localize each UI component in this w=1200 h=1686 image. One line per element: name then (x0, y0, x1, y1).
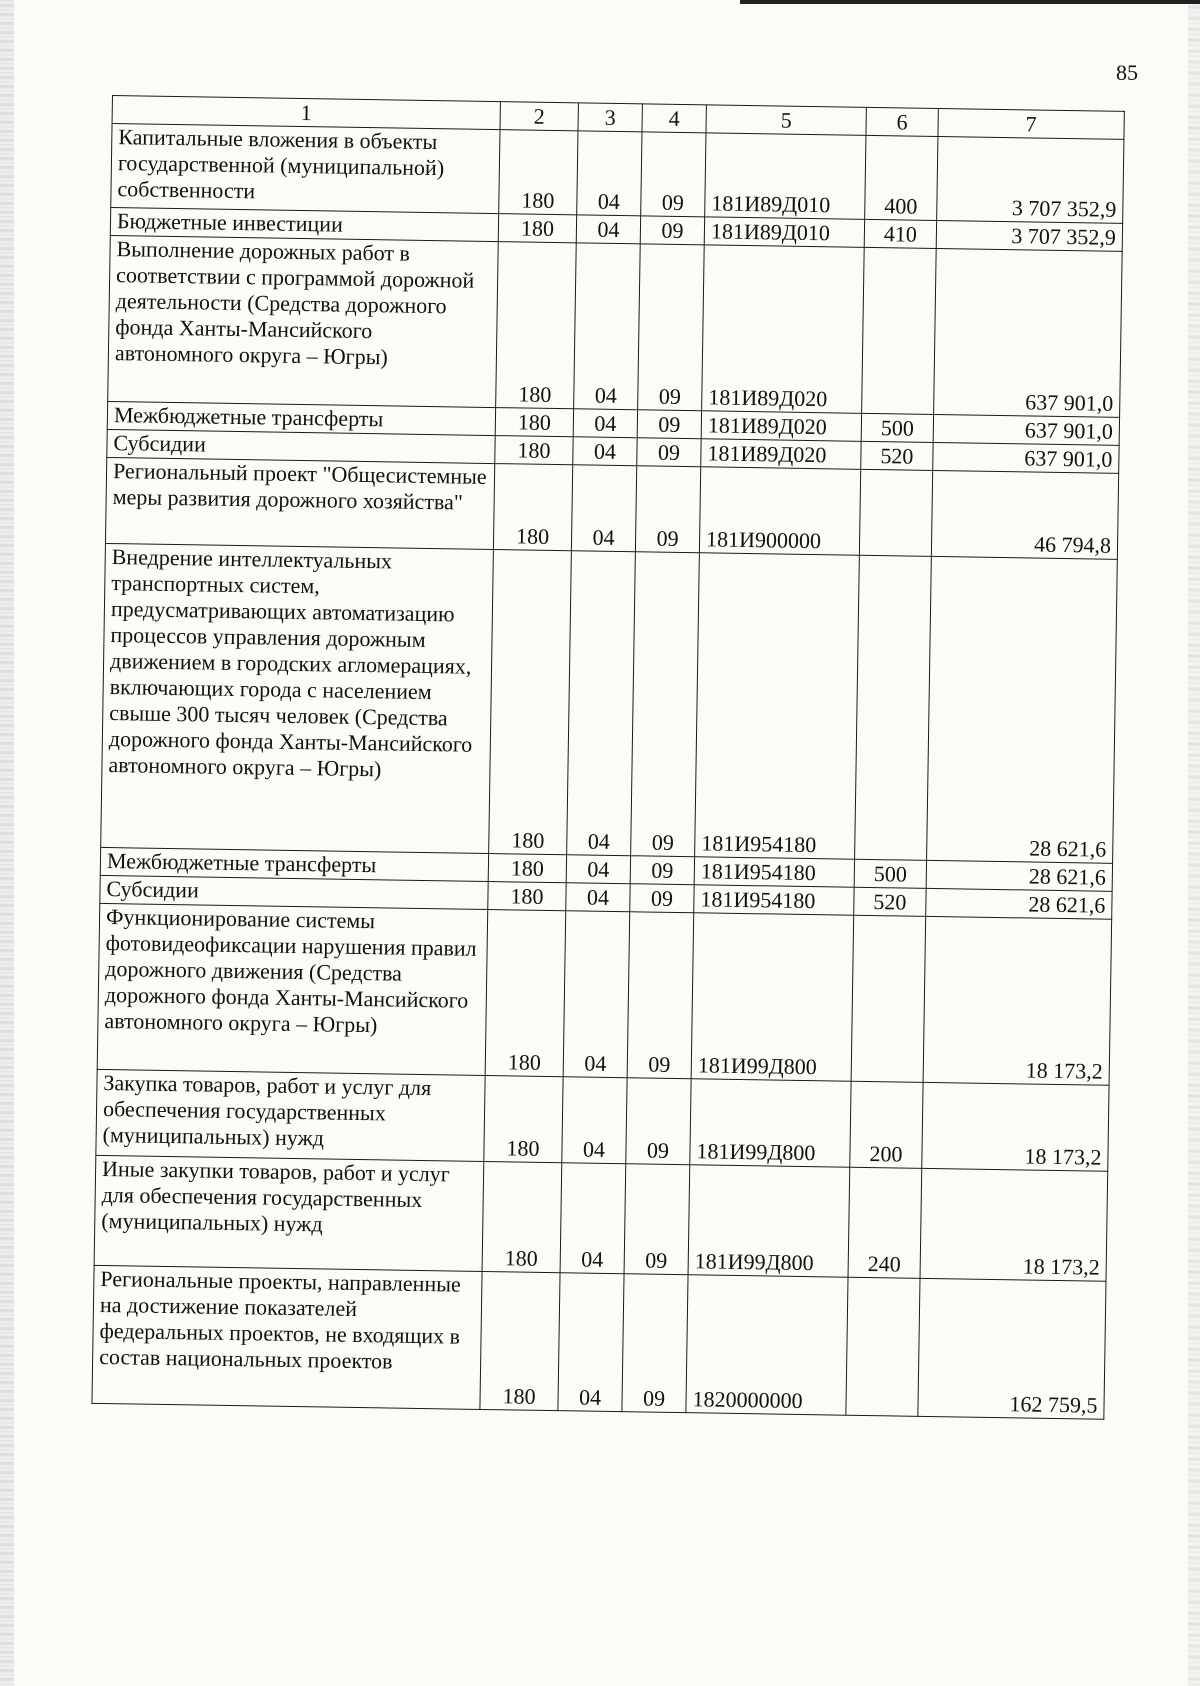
row-col-3: 04 (574, 243, 641, 410)
row-col-5: 181И89Д020 (702, 245, 865, 413)
page-number: 85 (1116, 60, 1138, 85)
row-col-6: 520 (854, 887, 926, 916)
table-row (94, 1155, 1108, 1281)
row-col-4: 09 (637, 438, 701, 467)
row-name: Субсидии (100, 875, 488, 909)
row-col-5: 181И900000 (699, 467, 860, 556)
row-col-3: 04 (577, 131, 642, 216)
row-col-2: 180 (493, 464, 572, 551)
row-name: Субсидии (107, 429, 495, 463)
row-name: Межбюджетные трансферты (107, 401, 495, 435)
row-col-7: 637 901,0 (934, 248, 1123, 417)
row-col-6: 500 (854, 859, 926, 888)
row-col-2: 180 (480, 1271, 560, 1410)
header-col-7: 7 (938, 108, 1124, 139)
row-col-7: 28 621,6 (926, 860, 1112, 891)
row-col-3: 04 (560, 1163, 626, 1274)
row-col-5: 181И954180 (694, 857, 854, 888)
row-col-3: 04 (576, 215, 640, 244)
row-col-6 (862, 247, 937, 414)
header-col-4: 4 (642, 104, 706, 133)
table-row (92, 1265, 1106, 1419)
row-col-3: 04 (571, 465, 636, 552)
row-col-3: 04 (558, 1273, 624, 1412)
row-col-6 (851, 915, 926, 1082)
row-col-5: 181И89Д010 (704, 217, 864, 248)
header-col-1: 1 (112, 96, 500, 130)
row-col-4: 09 (630, 884, 694, 913)
scan-right-edge (1188, 0, 1200, 1686)
row-col-7: 637 901,0 (933, 414, 1119, 445)
row-col-6: 500 (861, 413, 933, 442)
budget-table (91, 95, 1124, 1420)
row-col-2: 180 (495, 436, 573, 465)
row-name: Внедрение интеллектуальных транспортных систем, предусматривающих автоматизацию процессов управления дорожным движением в городских агломерациях, включающих города с населением свыше 300 тысяч человек (Средства дорожного фонда Ханты-Мансийского автономного округа – Югры) (101, 543, 494, 853)
row-col-5: 181И99Д800 (690, 1079, 851, 1168)
row-col-3: 04 (562, 1077, 627, 1164)
row-name: Региональный проект "Общесистемные меры развития дорожного хозяйства" (105, 457, 494, 549)
row-col-4: 09 (635, 466, 700, 553)
row-col-6: 520 (861, 441, 933, 470)
table-row (96, 1069, 1109, 1171)
row-col-4: 09 (637, 410, 701, 439)
row-name: Иные закупки товаров, работ и услуг для обеспечения государственных (муниципальных) нужд (94, 1155, 484, 1271)
row-col-6 (855, 555, 932, 860)
row-col-5: 181И89Д020 (701, 411, 861, 442)
row-col-2: 180 (488, 882, 566, 911)
header-col-6: 6 (866, 107, 938, 136)
row-col-4: 09 (624, 1164, 690, 1275)
table-row (108, 235, 1122, 417)
row-col-7: 18 173,2 (920, 1168, 1108, 1281)
row-col-2: 180 (495, 408, 573, 437)
row-col-2: 180 (488, 854, 566, 883)
row-col-6: 410 (864, 219, 936, 248)
row-name: Бюджетные инвестиции (110, 207, 498, 241)
row-col-4: 09 (640, 216, 704, 245)
header-col-2: 2 (500, 102, 578, 131)
row-col-4: 09 (622, 1274, 688, 1413)
row-col-5: 181И954180 (695, 553, 860, 859)
table-row (101, 543, 1118, 863)
row-col-4: 09 (630, 856, 694, 885)
row-col-3: 04 (566, 883, 630, 912)
row-name: Закупка товаров, работ и услуг для обеспечения государственных (муниципальных) нужд (96, 1069, 485, 1161)
row-col-2: 180 (496, 242, 577, 409)
row-col-7: 28 621,6 (926, 888, 1112, 919)
row-col-4: 09 (638, 244, 705, 411)
document-sheet (91, 95, 1123, 1420)
row-col-2: 180 (482, 1161, 562, 1272)
row-col-7: 18 173,2 (923, 916, 1112, 1085)
scan-left-edge (0, 0, 14, 1686)
header-col-3: 3 (578, 103, 642, 132)
table-row (97, 903, 1111, 1085)
header-col-5: 5 (706, 105, 866, 136)
row-col-3: 04 (563, 911, 630, 1078)
row-col-7: 162 759,5 (918, 1278, 1106, 1419)
row-col-2: 180 (498, 214, 576, 243)
row-col-4: 09 (641, 132, 706, 217)
row-col-5: 181И89Д010 (705, 133, 866, 220)
row-col-2: 180 (485, 910, 566, 1077)
row-col-4: 09 (631, 552, 700, 857)
scan-top-border (740, 0, 1200, 4)
table-row (111, 124, 1124, 224)
row-col-2: 180 (489, 550, 572, 855)
row-col-7: 18 173,2 (922, 1082, 1109, 1171)
row-col-2: 180 (484, 1075, 563, 1162)
table-row (105, 457, 1118, 559)
row-col-6 (859, 469, 932, 556)
row-col-7: 46 794,8 (931, 470, 1118, 559)
row-name: Межбюджетные трансферты (100, 847, 488, 881)
row-col-5: 181И99Д800 (691, 913, 854, 1081)
row-col-6 (846, 1277, 920, 1416)
row-name: Функционирование системы фотовидеофиксации нарушения правил дорожного движения (Средства дорожного фонда Ханты-Мансийского автономного округа – Югры) (97, 903, 488, 1075)
row-col-5: 181И954180 (694, 885, 854, 916)
row-col-4: 09 (627, 912, 694, 1079)
row-col-7: 3 707 352,9 (937, 136, 1124, 223)
row-col-6: 240 (848, 1167, 922, 1278)
row-col-6: 200 (850, 1081, 923, 1168)
row-col-3: 04 (566, 855, 630, 884)
row-col-6: 400 (865, 135, 938, 220)
row-name: Капитальные вложения в объекты государственной (муниципальной) собственности (111, 124, 500, 214)
row-col-7: 28 621,6 (927, 556, 1118, 863)
row-col-3: 04 (573, 409, 637, 438)
row-col-2: 180 (499, 130, 578, 215)
row-name: Региональные проекты, направленные на достижение показателей федеральных проектов, не входящих в состав национальных проектов (92, 1265, 482, 1409)
row-col-3: 04 (567, 551, 636, 856)
row-name: Выполнение дорожных работ в соответствии с программой дорожной деятельности (Средства дорожного фонда Ханты-Мансийского автономного округа – Югры) (108, 235, 499, 407)
row-col-4: 09 (626, 1078, 691, 1165)
row-col-7: 3 707 352,9 (936, 220, 1122, 251)
row-col-5: 181И89Д020 (701, 439, 861, 470)
row-col-7: 637 901,0 (933, 442, 1119, 473)
row-col-3: 04 (573, 437, 637, 466)
row-col-5: 1820000000 (686, 1275, 848, 1415)
row-col-5: 181И99Д800 (688, 1165, 850, 1277)
